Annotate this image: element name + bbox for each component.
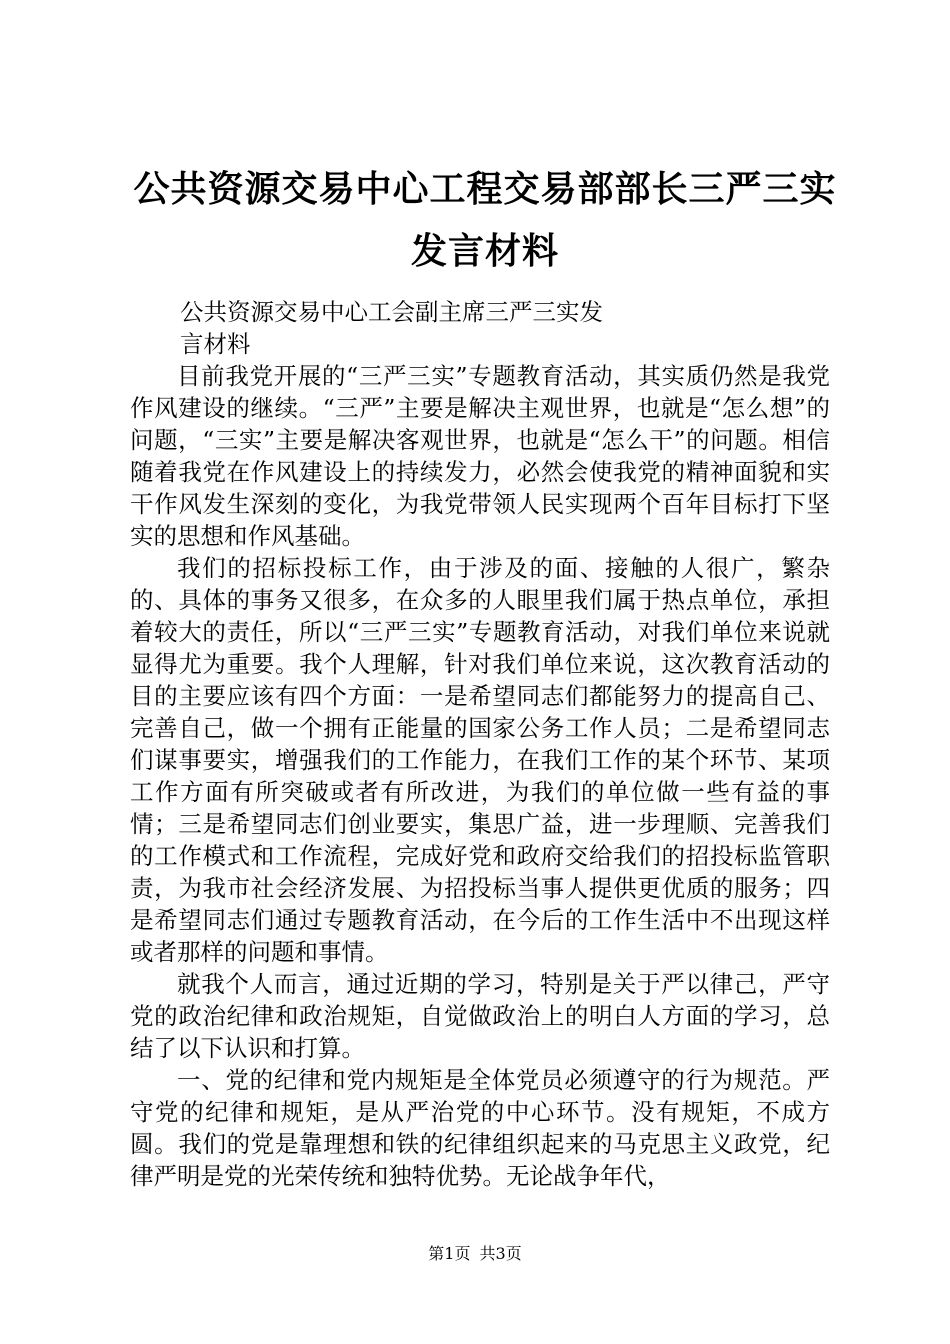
subtitle-line-2: 言材料 bbox=[180, 330, 251, 358]
body-paragraph-2: 我们的招标投标工作，由于涉及的面、接触的人很广，繁杂的、具体的事务又很多，在众多的人眼里我们属于热点单位，承担着较大的责任，所以“三严三实”专题教育活动，对我们单位来说就显得尤为重要。我个人理解，针对我们单位来说，这次教育活动的目的主要应该有四个方面：一是希望同志们都能努力的提高自己、完善自己，做一个拥有正能量的国家公务工作人员；二是希望同志们谋事要实，增强我们的工作能力，在我们工作的某个环节、某项工作方面有所突破或者有所改进，为我们的单位做一些有益的事情；三是希望同志们创业要实，集思广益，进一步理顺、完善我们的工作模式和工作流程，完成好党和政府交给我们的招投标监管职责，为我市社会经济发展、为招投标当事人提供更优质的服务；四是希望同志们通过专题教育活动，在今后的工作生活中不出现这样或者那样的问题和事情。 bbox=[130, 554, 830, 966]
document-body bbox=[130, 360, 830, 1192]
page-footer bbox=[0, 1244, 950, 1264]
page-number: 第1页 bbox=[428, 1244, 471, 1263]
body-paragraph-3: 就我个人而言，通过近期的学习，特别是关于严以律己，严守党的政治纪律和政治规矩，自觉做政治上的明白人方面的学习，总结了以下认识和打算。 bbox=[130, 970, 830, 1062]
body-paragraph-1: 目前我党开展的“三严三实”专题教育活动，其实质仍然是我党作风建设的继续。“三严”主要是解决主观世界，也就是“怎么想”的问题，“三实”主要是解决客观世界，也就是“怎么干”的问题。相信随着我党在作风建设上的持续发力，必然会使我党的精神面貌和实干作风发生深刻的变化，为我党带领人民实现两个百年目标打下坚实的思想和作风基础。 bbox=[130, 362, 830, 550]
subtitle-line-1: 公共资源交易中心工会副主席三严三实发 bbox=[180, 298, 603, 326]
document-title: 公共资源交易中心工程交易部部长三严三实发言材料 bbox=[133, 168, 837, 272]
body-paragraph-4: 一、党的纪律和党内规矩是全体党员必须遵守的行为规范。严守党的纪律和规矩，是从严治党的中心环节。没有规矩，不成方圆。我们的党是靠理想和铁的纪律组织起来的马克思主义政党，纪律严明是党的光荣传统和独特优势。无论战争年代， bbox=[130, 1066, 830, 1190]
page-total: 共3页 bbox=[479, 1244, 522, 1263]
document-subtitle bbox=[180, 296, 680, 360]
